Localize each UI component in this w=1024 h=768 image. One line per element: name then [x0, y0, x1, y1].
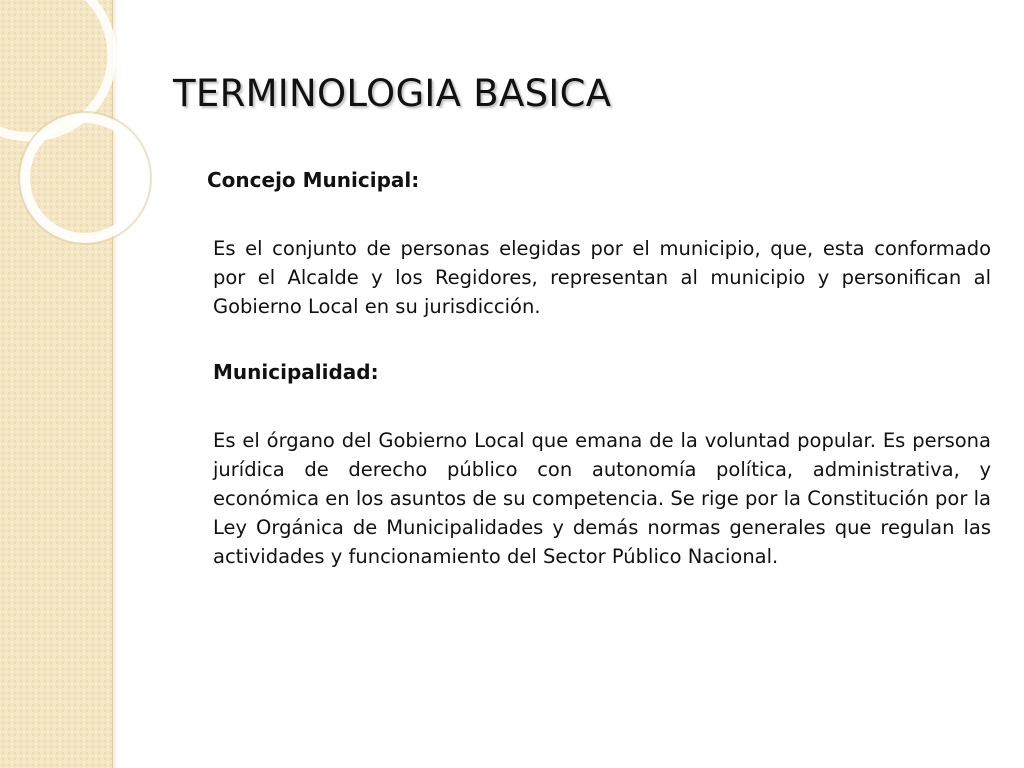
- decorative-ring-bottom-shade: [19, 112, 151, 244]
- decorative-rings: [0, 0, 240, 300]
- heading-municipalidad: Municipalidad:: [213, 360, 379, 384]
- decorative-ring-bottom: [25, 118, 145, 238]
- heading-concejo-municipal: Concejo Municipal:: [207, 168, 420, 192]
- slide-content: [207, 166, 991, 571]
- definition-concejo-municipal: Es el conjunto de personas elegidas por el municipio, que, esta conformado por el Alcalde y los Regidores, representan al municipio y personifican al Gobierno Local en su jurisdicción.: [213, 237, 991, 318]
- slide-title: TERMINOLOGIA BASICA: [173, 72, 612, 115]
- definition-municipalidad: Es el órgano del Gobierno Local que emana de la voluntad popular. Es persona jurídica de derecho público con autonomía política, administrativa, y económica en los asuntos de su competencia. Se rige por la Constitución por la Ley Orgánica de Municipalidades y demás normas generales que regulan las actividades y funcionamiento del Sector Público Nacional.: [213, 429, 991, 568]
